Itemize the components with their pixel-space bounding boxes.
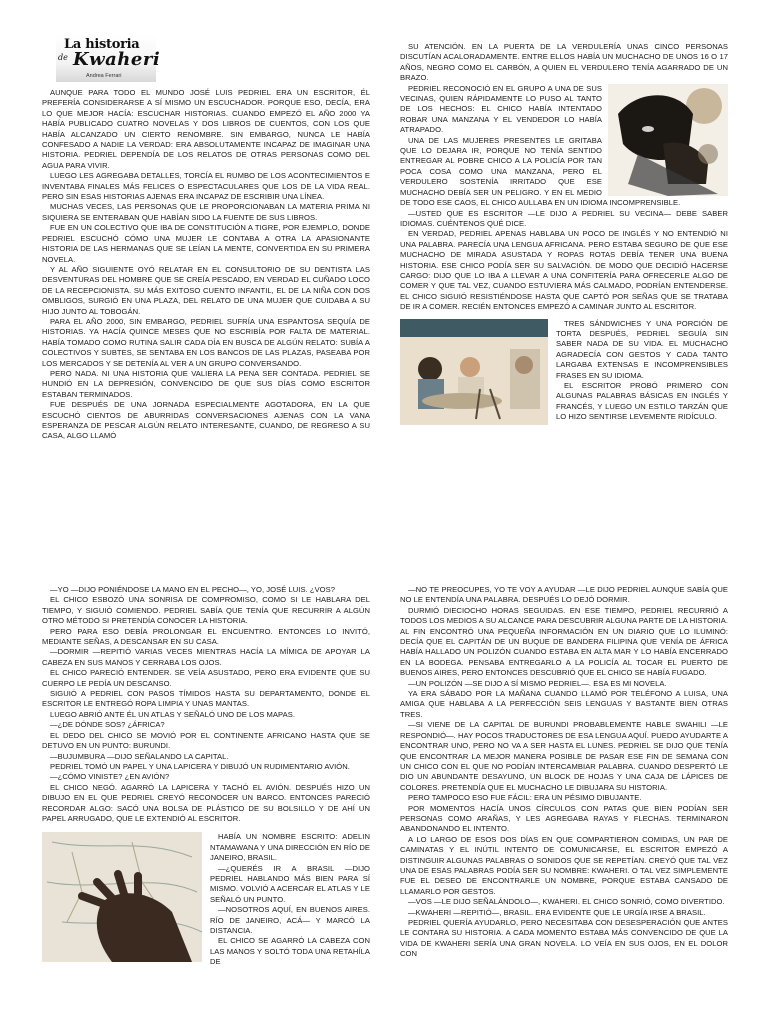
paragraph: PARA EL AÑO 2000, SIN EMBARGO, PEDRIEL SUFRÍA UNA ESPANTOSA SEQUÍA DE HISTORIAS. YA HACÍA QUINCE MESES QUE NO ESCRIBÍA POR FALTA DE MATERIAL. HABÍA TOMADO COMO RUTINA SALIR CADA DÍA EN BUSCA DE ALGÚN RELATO: SUBÍA A COLECTIVOS Y SUBTES, SE SENTABA EN LOS BANCOS DE LAS PLAZAS, PASEABA POR LOS MERCADOS Y SE DETENÍA AL VER A UN GRUPO CONVERSANDO. xyxy=(42,316,370,368)
paragraph: —NO TE PREOCUPES, YO TE VOY A AYUDAR —LE DIJO PEDRIEL AUNQUE SABÍA QUE NO LE ENTENDÍA UNA PALABRA. DESPUÉS LO DEJÓ DORMIR. xyxy=(400,585,728,605)
paragraph: —¿DE DÓNDE SOS? ¿ÁFRICA? xyxy=(50,720,165,730)
paragraph: FUE DESPUÉS DE UNA JORNADA ESPECIALMENTE AGOTADORA, EN LA QUE ESCUCHÓ CIENTOS DE ABURRIDAS CONVERSACIONES AJENAS CON LA VANA ESPERANZA DE PESCAR ALGÚN RELATO INTERESANTE, CUANDO, DE REGRESO A SU CASA, ALGO LLAMÓ xyxy=(42,400,370,441)
column-1 xyxy=(42,88,370,498)
paragraph: EL CHICO SE AGARRÓ LA CABEZA CON LAS MANOS Y SOLTÓ TODA UNA RETAHÍLA DE xyxy=(210,936,370,967)
paragraph: —DORMIR —REPITIÓ VARIAS VECES MIENTRAS HACÍA LA MÍMICA DE APOYAR LA CABEZA EN SUS MANOS Y CERRABA LOS OJOS. xyxy=(42,647,370,667)
paragraph: EL DEDO DEL CHICO SE MOVIÓ POR EL CONTINENTE AFRICANO HASTA QUE SE DETUVO EN UN PUNTO: BURUNDI. xyxy=(42,730,370,751)
paragraph: PEDRIEL QUERÍA AYUDARLO, PERO NECESITABA CON DESESPERACIÓN QUE ANTES LE CONTARA SU HISTORIA. A CADA MOMENTO ESTABA MÁS CONVENCIDO DE QUE LA VIDA DE KWAHERI SERÍA UNA GRAN NOVELA. LO VEÍA EN SUS OJOS, EN EL DOLOR CON xyxy=(400,918,728,959)
column-4 xyxy=(400,585,728,1024)
illustration-hand-on-map xyxy=(42,832,202,962)
paragraph: —USTED QUE ES ESCRITOR —LE DIJO A PEDRIEL SU VECINA— DEBE SABER IDIOMAS. CUÉNTENOS QUÉ DICE. xyxy=(400,208,728,228)
logo-title-line2: Kwaheri xyxy=(73,49,161,70)
paragraph: Y AL AÑO SIGUIENTE OYÓ RELATAR EN EL CONSULTORIO DE SU DENTISTA LAS DESVENTURAS DEL HOMBRE QUE SE CREÍA PESCADO, EN VERDAD EL CUÑADO LOCO DE LA RECEPCIONISTA. SU MÁS EXITOSO CUENTO INFANTIL, EL DE LA NIÑA CON DOS OMBLIGOS, SURGIÓ EN UNA PLAZA, DEL RELATO DE UNA MUJER QUE CUIDABA A SU HIJO JUNTO AL TOBOGÁN. xyxy=(42,264,370,316)
paragraph: LUEGO LES AGREGABA DETALLES, TORCÍA EL RUMBO DE LOS ACONTECIMIENTOS E INVENTABA FINALES MÁS FELICES O ESPECTACULARES QUE LOS DE LA VIDA REAL. PERO SIN ESAS HISTORIAS AJENAS ERA INCAPAZ DE ESCRIBIR UNA LÍNEA. xyxy=(42,171,370,202)
paragraph: —UN POLIZÓN —SE DIJO A SÍ MISMO PEDRIEL—. ESA ES MI NOVELA. xyxy=(408,678,667,688)
paragraph: EL CHICO ESBOZÓ UNA SONRISA DE COMPROMISO, COMO SI LE HABLARA DEL TIEMPO, Y SIGUIÓ COMIENDO. PEDRIEL SABÍA QUE TENÍA QUE RECURRIR A ALGÚN OTRO MÉTODO SI PRETENDÍA CONOCER LA HISTORIA. xyxy=(42,595,370,626)
paragraph: PEDRIEL TOMÓ UN PAPEL Y UNA LAPICERA Y DIBUJÓ UN RUDIMENTARIO AVIÓN. xyxy=(50,761,350,771)
paragraph: UNA DE LAS MUJERES PRESENTES LE GRITABA QUE LO DEJARA IR, PORQUE NO TENÍA SENTIDO ENTREGAR AL POBRE CHICO A LA POLICÍA POR TAN POCA COSA COMO UNA MANZANA, PERO EL VERDULERO SOSTENÍA IRRITADO QUE ESE MUCHACHO DEBÍA SER UN PELIGRO. Y EN EL MEDIO DE TODO ESE CAOS, EL CHICO AULLABA EN UN IDIOMA INCOMPRENSIBLE. xyxy=(400,135,681,208)
paragraph: PEDRIEL RECONOCIÓ EN EL GRUPO A UNA DE SUS VECINAS, QUIEN RÁPIDAMENTE LO PUSO AL TANTO DE LOS HECHOS: EL CHICO HABÍA INTENTADO ROBAR UNA MANZANA Y EL VENDEDOR LO HABÍA ATRAPADO. xyxy=(400,83,602,135)
paragraph: —YO —DIJO PONIÉNDOSE LA MANO EN EL PECHO—, YO, JOSÉ LUIS. ¿VOS? xyxy=(50,585,336,594)
paragraph: —BUJUMBURA —DIJO SEÑALANDO LA CAPITAL. xyxy=(50,751,229,761)
paragraph: —KWAHERI —REPITIÓ—, BRASIL. ERA EVIDENTE QUE LE URGÍA IRSE A BRASIL. xyxy=(408,907,706,917)
paragraph: EL CHICO PARECIÓ ENTENDER. SE VEÍA ASUSTADO, PERO ERA EVIDENTE QUE SU CUERPO LE PEDÍA UN DESCANSO. xyxy=(42,668,370,688)
paragraph: MUCHAS VECES, LAS PERSONAS QUE LE PROPORCIONABAN LA MATERIA PRIMA NI SIQUIERA SE ENTERABAN QUE HABÍAN SIDO LA FUENTE DE SUS LIBROS. xyxy=(42,202,370,222)
book-logo xyxy=(56,36,161,82)
paragraph: POR MOMENTOS HACÍA UNOS CÍRCULOS CON PATAS QUE BIEN PODÍAN SER PERSONAS COMO ARAÑAS, Y LES AGREGABA RAYAS Y FLECHAS. TERMINARON ABANDONANDO EL INTENTO. xyxy=(400,803,728,834)
paragraph: PERO NADA. NI UNA HISTORIA QUE VALIERA LA PENA SER CONTADA. PEDRIEL SE HUNDIÓ EN LA DEPRESIÓN, CONVENCIDO DE QUE SUS DÍAS COMO ESCRITOR ESTABAN TERMINADOS. xyxy=(42,368,370,399)
paragraph: SU ATENCIÓN. EN LA PUERTA DE LA VERDULERÍA UNAS CINCO PERSONAS DISCUTÍAN ACALORADAMENTE. ENTRE ELLOS HABÍA UN MUCHACHO DE UNOS 16 O 17 AÑOS, NEGRO COMO EL CARBÓN, A QUIEN EL VERDULERO TENÍA AGARRADO DE UN BRAZO. xyxy=(400,42,728,83)
paragraph: PERO PARA ESO DEBÍA PROLONGAR EL ENCUENTRO. ENTONCES LO INVITÓ, MEDIANTE SEÑAS, A DESCANSAR EN SU CASA. xyxy=(42,626,370,647)
illustration-boy-portrait xyxy=(608,84,728,196)
column-3 xyxy=(42,585,370,1024)
paragraph: —VOS —LE DIJO SEÑALÁNDOLO—, KWAHERI. EL CHICO SONRIÓ, COMO DIVERTIDO. xyxy=(408,897,725,907)
logo-author: Andrea Ferrari xyxy=(86,73,122,79)
logo-title-de: de xyxy=(58,53,68,62)
illustration-cafe-scene xyxy=(400,319,548,425)
paragraph: LUEGO ABRIÓ ANTE ÉL UN ATLAS Y SEÑALÓ UNO DE LOS MAPAS. xyxy=(50,709,295,719)
paragraph: FUE EN UN COLECTIVO QUE IBA DE CONSTITUCIÓN A TIGRE, POR EJEMPLO, DONDE PEDRIEL ESCUCHÓ CÓMO UNA MUJER LE CONTABA A OTRA LA APASIONANTE HISTORIA DE LAS HERMANAS QUE SE LEÍAN LA MENTE, CONVERTIDA EN SU PRIMERA NOVELA. xyxy=(42,223,370,264)
paragraph: EL ESCRITOR PROBÓ PRIMERO CON ALGUNAS PALABRAS BÁSICAS EN INGLÉS Y FRANCÉS, Y LUEGO UN ESTILO TARZÁN QUE LO HIZO SENTIRSE LEVEMENTE RIDÍCULO. xyxy=(556,381,728,422)
paragraph: YA ERA SÁBADO POR LA MAÑANA CUANDO LLAMÓ POR TELÉFONO A LUISA, UNA AMIGA QUE HABLABA A LA PERFECCIÓN SEIS LENGUAS Y BASTANTE BIEN OTRAS TRES. xyxy=(400,689,728,719)
paragraph: EN VERDAD, PEDRIEL APENAS HABLABA UN POCO DE INGLÉS Y NO ENTENDIÓ NI UNA PALABRA. PARECÍA UNA LENGUA AFRICANA. PERO ESTABA SEGURO DE QUE ESE MUCHACHO DE MIRADA ASUSTADA Y ROPAS ROTAS DEBÍA TENER UNA BUENA HISTORIA. ESE CHICO PODÍA SER SU SALVACIÓN. DE MODO QUE DECIDIÓ HACERSE CARGO: DIJO QUE LO IBA A LLEVAR A UNA CONFITERÍA PARA OFRECERLE ALGO DE COMER Y QUE TAL VEZ, CUANDO ESTUVIERA MÁS CALMADO, PODRÍAN ENTENDERSE. EL CHICO SIGUIÓ RESISTIÉNDOSE HASTA QUE CAPTÓ POR SEÑAS QUE SE TRATABA DE IR A COMER. RECIÉN ENTONCES EMPEZÓ A CAMINAR JUNTO AL ESCRITOR. xyxy=(400,229,728,312)
paragraph: AUNQUE PARA TODO EL MUNDO JOSÉ LUIS PEDRIEL ERA UN ESCRITOR, ÉL PREFERÍA CONSIDERARSE A SÍ MISMO UN ESCUCHADOR. PORQUE ESO, DECÍA, ERA LO QUE MEJOR HACÍA: ESCUCHAR HISTORIAS. CUANDO EMPEZÓ EL AÑO 2000 YA HABÍA PUBLICADO CUATRO NOVELAS Y DOS LIBROS DE CUENTOS, CON LOS QUE HABÍA ALCANZADO UN CIERTO RENOMBRE. SIN EMBARGO, NUNCA LE HABÍA CONFESADO A NADIE LA VERDAD: ERA ABSOLUTAMENTE INCAPAZ DE IMAGINAR UNA HISTORIA. PEDRIEL DEPENDÍA DE LOS RELATOS DE OTRAS PERSONAS COMO DEL AGUA PARA VIVIR. xyxy=(42,88,370,170)
paragraph: —¿QUERÉS IR A BRASIL —DIJO PEDRIEL HABLANDO MÁS BIEN PARA SÍ MISMO. VOLVIÓ A ACERCAR EL ATLAS Y LE SEÑALÓ UN PUNTO. xyxy=(210,863,370,904)
paragraph: —SI VIENE DE LA CAPITAL DE BURUNDI PROBABLEMENTE HABLE SWAHILI —LE RESPONDIÓ—. HAY POCOS TRADUCTORES DE ESA LENGUA AQUÍ. PUEDO AYUDARTE A ENCONTRAR UNO, PERO NO VA A SER HASTA EL LUNES. PEDRIEL SE DIJO QUE TENÍA QUE ENCONTRAR LA MEJOR MANERA POSIBLE DE PASAR ESE FIN DE SEMANA CON UN CHICO CON EL QUE NO PODÍAN INTERCAMBIAR PALABRA. CUANDO DESPERTÓ LE DIO UN ABUNDANTE DESAYUNO, UN BLOCK DE HOJAS Y UNA CAJA DE LÁPICES DE COLORES. PRETENDÍA QUE EL MUCHACHO LE DIBUJARA SU HISTORIA. xyxy=(400,720,728,792)
paragraph: HABÍA UN NOMBRE ESCRITO: ADELIN NTAMAWANA Y UNA DIRECCIÓN EN RÍO DE JANEIRO, BRASIL. xyxy=(210,832,370,863)
column-2 xyxy=(400,42,728,512)
logo-title-line1: La historia xyxy=(64,37,140,52)
paragraph: TRES SÁNDWICHES Y UNA PORCIÓN DE TORTA DESPUÉS, PEDRIEL SEGUÍA SIN SABER NADA DE SU VIDA. EL MUCHACHO AGRADECÍA CON GESTOS Y CADA TANTO LARGABA EXTENSAS E INCOMPRENSIBLES FRASES EN SU IDIOMA. xyxy=(556,318,728,380)
paragraph: A LO LARGO DE ESOS DOS DÍAS EN QUE COMPARTIERON COMIDAS, UN PAR DE CAMINATAS Y EL INÚTIL INTENTO DE COMUNICARSE, EL ESCRITOR EMPEZÓ A DISTINGUIR ALGUNAS PALABRAS O SONIDOS QUE SE REPETÍAN. CREYÓ QUE TAL VEZ UNA DE ESAS PALABRAS PODÍA SER SU NOMBRE: KWAHERI. O TAL VEZ SIMPLEMENTE FUE EL DESEO DE ENCONTRARLE UN NOMBRE, PORQUE ESTABA CANSADO DE LLAMARLO POR GESTOS. xyxy=(400,834,728,896)
paragraph: SIGUIÓ A PEDRIEL CON PASOS TÍMIDOS HASTA SU DEPARTAMENTO, DONDE EL ESCRITOR LE ENTREGÓ ROPA LIMPIA Y UNAS MANTAS. xyxy=(42,689,370,709)
paragraph: —¿CÓMO VINISTE? ¿EN AVIÓN? xyxy=(50,772,170,782)
paragraph: DURMIÓ DIECIOCHO HORAS SEGUIDAS. EN ESE TIEMPO, PEDRIEL RECURRIÓ A TODOS LOS MEDIOS A SU ALCANCE PARA DESCUBRIR ALGUNA PARTE DE LA HISTORIA. AL FIN ENCONTRÓ UNA PEQUEÑA INFORMACIÓN EN UN DIARIO QUE LO ILUMINÓ: DECÍA QUE EL CAPITÁN DE UN BUQUE DE BANDERA FILIPINA QUE VENÍA DE ÁFRICA HABÍA HALLADO UN POLIZÓN CUANDO ESTABA EN ALTA MAR Y LO HABÍA ENCERRADO EN LA BODEGA. PENSABA ENTREGARLO A LA POLICÍA AL TOCAR EL PUERTO DE BUENOS AIRES, PERO ENTONCES DESCUBRIÓ QUE EL CHICO SE HABÍA FUGADO. xyxy=(400,605,728,678)
paragraph: —NOSOTROS AQUÍ, EN BUENOS AIRES. RÍO DE JANEIRO, ACÁ— Y MARCÓ LA DISTANCIA. xyxy=(210,905,370,935)
paragraph: EL CHICO NEGÓ. AGARRÓ LA LAPICERA Y TACHÓ EL AVIÓN. DESPUÉS HIZO UN DIBUJO EN EL QUE PEDRIEL CREYÓ RECONOCER UN BARCO. ENTONCES PARECIÓ RECORDAR ALGO: SACÓ UNA BOLSA DE PLÁSTICO DE SU BOLSILLO Y DE AHÍ UN PAPEL ARRUGADO, QUE LE EXTENDIÓ AL ESCRITOR. xyxy=(42,782,370,823)
paragraph: PERO TAMPOCO ESO FUE FÁCIL: ERA UN PÉSIMO DIBUJANTE. xyxy=(408,793,642,803)
